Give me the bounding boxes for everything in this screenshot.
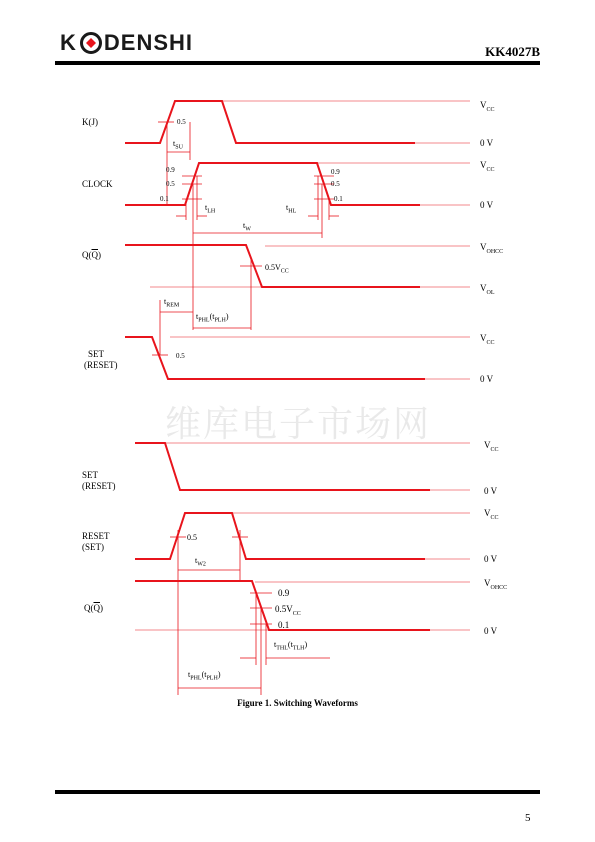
q-05vcc-label: $0.5V_{CC}$ bbox=[265, 263, 289, 275]
brand-logo-text: DENSHI bbox=[103, 30, 194, 55]
signal-qb-prefix: Q( bbox=[84, 603, 94, 613]
signal-set1-sub-label: (RESET) bbox=[84, 360, 118, 370]
signal-set1-label: SET bbox=[88, 349, 105, 359]
tphl-top-label: $t_{PHL}(t_{PLH})$ bbox=[196, 312, 229, 324]
signal-qb-suffix: ) bbox=[100, 603, 103, 613]
level-0v-1: 0 V bbox=[480, 138, 494, 148]
brand-logo-k: K bbox=[60, 30, 77, 55]
signal-kj-label: K(J) bbox=[82, 117, 98, 127]
signal-reset-sub-label: (SET) bbox=[82, 542, 104, 552]
signal-set2-label: SET bbox=[82, 470, 99, 480]
level-0v-5: 0 V bbox=[484, 554, 498, 564]
signal-reset-label: RESET bbox=[82, 531, 110, 541]
set1-05-label: 0.5 bbox=[176, 352, 185, 360]
level-vcc-4: $V_{CC}$ bbox=[484, 440, 499, 453]
level-vcc-3: $V_{CC}$ bbox=[480, 333, 495, 346]
tw-label: $t_W$ bbox=[243, 221, 251, 233]
tphl-bottom-label: $t_{PHL}(t_{PLH})$ bbox=[188, 670, 221, 682]
signal-clock-label: CLOCK bbox=[82, 179, 113, 189]
footer-rule bbox=[55, 790, 540, 794]
clock-rise-05-label: 0.5 bbox=[166, 180, 175, 188]
signal-qb-bar: $\overline{Q}$ bbox=[93, 603, 100, 613]
thl-label: $t_{HL}$ bbox=[286, 203, 297, 215]
signal-q-main: Q bbox=[82, 250, 89, 260]
clock-fall-05-label: 0.5 bbox=[331, 180, 340, 188]
level-vcc-2: $V_{CC}$ bbox=[480, 160, 495, 173]
reset-waveform bbox=[135, 513, 425, 559]
level-vohcc-2: $V_{OHCC}$ bbox=[484, 578, 508, 591]
tlh-label: $t_{LH}$ bbox=[205, 203, 216, 215]
clock-fall-09-label: 0.9 bbox=[331, 168, 340, 176]
kj-05-label: 0.5 bbox=[177, 118, 186, 126]
level-vcc-5: $V_{CC}$ bbox=[484, 508, 499, 521]
level-vol: $V_{OL}$ bbox=[480, 283, 495, 296]
trem-label: $t_{REM}$ bbox=[164, 297, 180, 309]
qb-01-label: 0.1 bbox=[278, 620, 290, 630]
watermark: 维库电子市场网 bbox=[165, 404, 432, 445]
level-0v-3: 0 V bbox=[480, 374, 494, 384]
figure-caption: Figure 1. Switching Waveforms bbox=[237, 698, 358, 708]
signal-qb-label bbox=[84, 603, 103, 613]
clock-rise-01-label: 0.1 bbox=[160, 195, 169, 203]
signal-q-label: $Q(\overline{Q})$ bbox=[82, 250, 101, 260]
page-number: 5 bbox=[525, 812, 531, 824]
level-vohcc-1: $V_{OHCC}$ bbox=[480, 242, 504, 255]
signal-set2-sub-label: (RESET) bbox=[82, 481, 116, 491]
set1-waveform bbox=[125, 337, 425, 379]
set2-waveform bbox=[135, 443, 430, 490]
clock-rise-09-label: 0.9 bbox=[166, 166, 175, 174]
part-number: KK4027B bbox=[485, 44, 540, 59]
qb-09-label: 0.9 bbox=[278, 588, 290, 598]
level-0v-6: 0 V bbox=[484, 626, 498, 636]
level-vcc-1: $V_{CC}$ bbox=[480, 100, 495, 113]
qb-05vcc-label: $0.5V_{CC}$ bbox=[275, 604, 301, 617]
signal-q-bar: $\overline{Q}$ bbox=[91, 250, 98, 260]
tsu-label: $t_{SU}$ bbox=[173, 139, 183, 151]
signal-q-suffix: ) bbox=[98, 250, 101, 260]
level-0v-4: 0 V bbox=[484, 486, 498, 496]
reset-05-label: 0.5 bbox=[187, 533, 197, 542]
clock-fall-01-label: 0.1 bbox=[334, 195, 343, 203]
tw2-label: $t_{W2}$ bbox=[195, 556, 206, 568]
level-0v-2: 0 V bbox=[480, 200, 494, 210]
tthl-label: $t_{THL}(t_{TLH})$ bbox=[274, 640, 308, 652]
